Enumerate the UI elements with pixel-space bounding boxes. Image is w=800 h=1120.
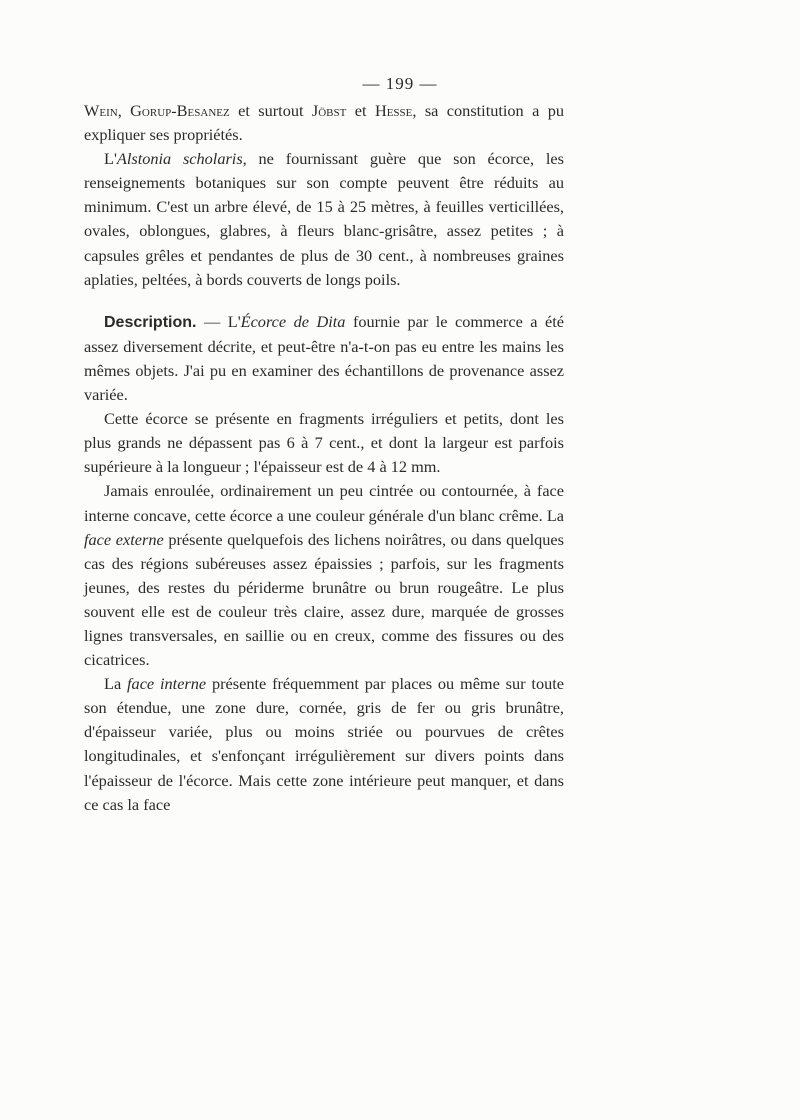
- section-heading: Description.: [104, 313, 197, 331]
- p2-prefix: L': [104, 149, 117, 169]
- paragraph-1: [84, 99, 564, 147]
- paragraph-description: [84, 310, 564, 407]
- p1-connector-2: et: [346, 101, 375, 120]
- author-hesse: Hesse: [374, 101, 413, 120]
- face-externe: face externe: [84, 529, 164, 549]
- author-jobst: Jöbst: [311, 101, 347, 120]
- paragraph-2: [84, 147, 564, 292]
- p6-b: présente fréquemment par places ou même sur toute son étendue, une zone dure, cornée, gris de fer ou gris brunâtre, d'épaisseur variée, plus ou moins striée ou pourvues de crêtes longitudinales, et s'enfonçant irrégulièrement sur divers points dans l'épaisseur de l'écorce. Mais cette zone intérieure peut manquer, et dans ce cas la face: [84, 674, 564, 814]
- p5-a: Jamais enroulée, ordinairement un peu cintrée ou contournée, à face interne concave, cette écorce a une couleur générale d'un blanc crême. La: [84, 481, 564, 525]
- p5-b: présente quelquefois des lichens noirâtres, ou dans quelques cas des régions subéreuses assez épaissies ; parfois, sur les fragments jeunes, des restes du périderme brunâtre ou brun rougeâtre. Le plus souvent elle est de couleur très claire, assez dure, marquée de grosses lignes transversales, en saillie ou en creux, comme des fissures ou des cicatrices.: [84, 529, 564, 670]
- paragraph-4: Cette écorce se présente en fragments irréguliers et petits, dont les plus grands ne dépassent pas 6 à 7 cent., et dont la largeur est parfois supérieure à la longueur ; l'épaisseur est de 4 à 12 mm.: [84, 409, 564, 477]
- page-number: — 199 —: [362, 74, 438, 93]
- paragraph-5: [84, 479, 564, 672]
- p1-rest: , sa constitution a pu expliquer ses propriétés.: [84, 101, 565, 145]
- p3-dash: — L': [196, 311, 241, 331]
- bark-title: Écorce de Dita: [240, 311, 346, 331]
- body-text: [84, 99, 564, 817]
- species-name: Alstonia scholaris: [116, 149, 243, 169]
- p3-rest: fournie par le commerce a été assez diversement décrite, et peut-être n'a-t-on pas eu entre les mains les mêmes objets. J'ai pu en examiner des échantillons de provenance assez variée.: [84, 311, 564, 405]
- author-names: Wein, Gorup-Besanez: [84, 101, 230, 120]
- face-interne: face interne: [127, 674, 207, 694]
- paragraph-6: [84, 672, 564, 817]
- p1-connector: et surtout: [229, 101, 312, 120]
- p6-a: La: [104, 674, 128, 694]
- p2-rest: , ne fournissant guère que son écorce, les renseignements botaniques sur son compte peuvent être réduits au minimum. C'est un arbre élevé, de 15 à 25 mètres, à feuilles verticillées, ovales, oblongues, glabres, à fleurs blanc-grisâtre, assez petites ; à capsules grêles et pendantes de plus de 30 cent., à nombreuses graines aplaties, peltées, à bords couverts de longs poils.: [84, 149, 564, 289]
